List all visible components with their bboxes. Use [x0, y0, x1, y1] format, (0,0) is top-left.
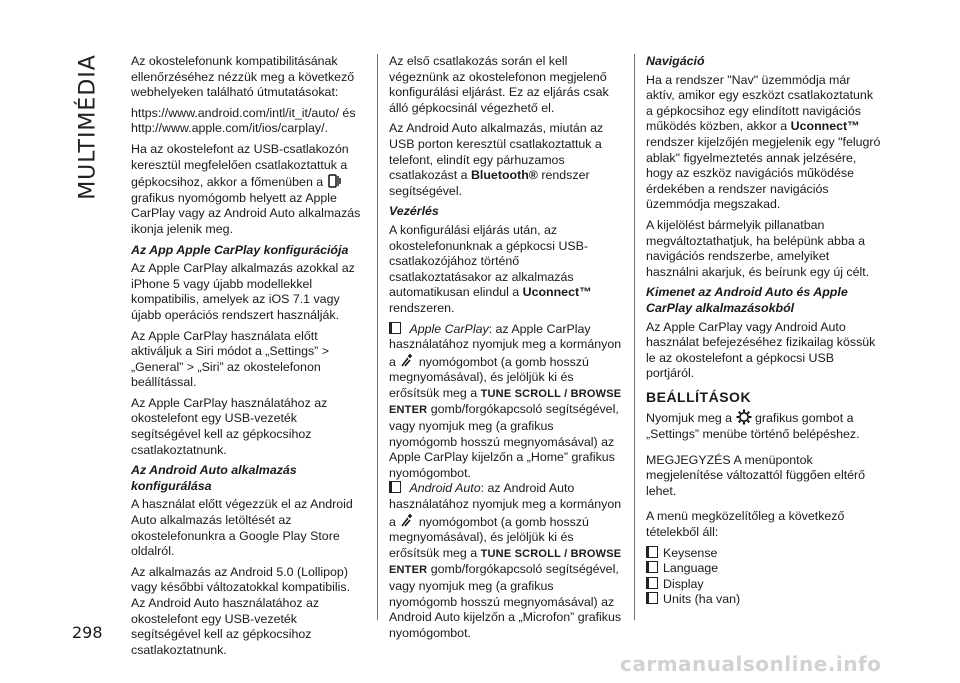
- subheading: Navigáció: [646, 54, 705, 68]
- list-item: Apple CarPlay: az Apple CarPlay használatához nyomjuk meg a kormányon a nyomógombot (a gomb hosszú megnyomásával), és jelöljük ki és erősítsük meg a TUNE SCROLL / BROWSE ENTER gomb/forgókapcsoló segítségével, vagy nyomjuk meg (a grafikus nyomógomb hosszú megnyomásával) az Apple CarPlay kijelzőn a „Home” grafikus nyomógombot.: [389, 322, 625, 482]
- page-number: 298: [72, 623, 103, 642]
- paragraph: Ha az okostelefont az USB-csatlakozón keresztül megfelelően csatlakoztattuk a gépkocsihoz, akkor a főmenüben a grafikus nyomógomb helyett az Apple CarPlay vagy az Android Auto alkalmazás ikonja jelenik meg.: [131, 141, 361, 236]
- gear-icon: [736, 409, 752, 425]
- column-divider: [634, 54, 635, 620]
- paragraph: Nyomjuk meg a grafikus gombot a „Settings” menübe történő belépéshez.: [646, 411, 860, 442]
- paragraph: https://www.android.com/intl/it_it/auto/ és http://www.apple.com/it/ios/carplay/.: [131, 105, 356, 136]
- section-heading: BEÁLLÍTÁSOK: [646, 388, 752, 405]
- paragraph: Az Apple CarPlay használata előtt aktiváljuk a Siri módot a „Settings” > „General” > „Siri” az okostelefonon beállítással.: [131, 328, 329, 390]
- column-3: [646, 54, 882, 608]
- list-item: Keysense: [646, 546, 882, 562]
- phone-projection-icon: [327, 173, 343, 189]
- paragraph: Az Apple CarPlay használatához az okostelefont egy USB-vezeték segítségével kell az gépkocsihoz csatlakoztatnunk.: [131, 395, 328, 457]
- paragraph: A használat előtt végezzük el az Android Auto alkalmazás letöltését az okostelefonunkra a Google Play Store oldalról.: [131, 497, 353, 559]
- voice-command-icon: [399, 353, 415, 369]
- paragraph: Az Android Auto alkalmazás, miután az USB porton keresztül csatlakoztattuk a telefont, elindít egy párhuzamos csatlakozást a Bluetooth® rendszer segítségével.: [389, 121, 604, 198]
- paragraph: Az alkalmazás az Android 5.0 (Lollipop) vagy későbbi változatokkal kompatibilis.: [131, 564, 351, 595]
- subheading: Kimenet az Android Auto és Apple CarPlay alkalmazásokból: [646, 285, 848, 315]
- paragraph: Az okostelefonunk kompatibilitásának ellenőrzéséhez nézzük meg a következő webhelyeken található útmutatásokat:: [131, 54, 355, 100]
- list-item: Display: [646, 577, 882, 593]
- column-1: [131, 54, 369, 663]
- note: MEGJEGYZÉS A menüpontok megjelenítése változattól függően eltérő lehet.: [646, 452, 866, 498]
- column-divider: [377, 54, 378, 620]
- section-title: MULTIMÉDIA: [75, 54, 101, 200]
- paragraph: A menü megközelítőleg a következő tételekből áll:: [646, 509, 845, 540]
- column-2: [389, 54, 625, 641]
- paragraph: A konfigurálási eljárás után, az okostelefonunknak a gépkocsi USB-csatlakozójához történő csatlakoztatásakor az alkalmazás automatikusan elindul a Uconnect™ rendszeren.: [389, 222, 592, 315]
- paragraph: Az Apple CarPlay vagy Android Auto használat befejezéséhez fizikailag kössük le az okostelefont a gépkocsi USB portjáról.: [646, 319, 876, 381]
- list-item: Units (ha van): [646, 592, 882, 608]
- paragraph: Az Android Auto használatához az okostelefont egy USB-vezeték segítségével kell az gépkocsihoz csatlakoztatnunk.: [131, 596, 320, 657]
- subheading: Az App Apple CarPlay konfigurációja: [131, 242, 349, 257]
- watermark: carmanualsonline.info: [620, 652, 882, 676]
- paragraph: Az első csatlakozás során el kell végeznünk az okostelefonon megjelenő konfigurálási eljárást. Ez az eljárás csak álló gépkocsinál végezhető el.: [389, 54, 609, 115]
- list-item: Android Auto: az Android Auto használatához nyomjuk meg a kormányon a nyomógombot (a gomb hosszú megnyomásával), és jelöljük ki és erősítsük meg a TUNE SCROLL / BROWSE ENTER gomb/forgókapcsoló segítségével, vagy nyomjuk meg (a grafikus nyomógomb hosszú megnyomásával) az Android Auto kijelzőn a „Microfon” grafikus nyomógombot.: [389, 481, 625, 641]
- paragraph: Az Apple CarPlay alkalmazás azokkal az iPhone 5 vagy újabb modellekkel kompatibilis, amelyek az iOS 7.1 vagy újabb operációs rendszert használják.: [131, 261, 355, 322]
- voice-command-icon: [399, 513, 415, 529]
- subheading: Az Android Auto alkalmazás konfigurálása: [131, 463, 297, 493]
- list-item: Language: [646, 561, 882, 577]
- paragraph: A kijelölést bármelyik pillanatban megváltoztathatjuk, ha belépünk abba a navigációs rendszerbe, amelyiket használni akarjuk, és beírunk egy új célt.: [646, 217, 870, 279]
- subheading: Vezérlés: [389, 204, 439, 219]
- paragraph: Ha a rendszer "Nav" üzemmódja már aktív, amikor egy eszközt csatlakoztatunk a gépkocsihoz egy elindított navigációs működés közben, akkor a Uconnect™ rendszer kijelzőjén megjelenik egy "felugró ablak" figyelmeztetés annak jelzésére, hogy az eszköz navigációs működése érdekében a rendszer navigációs üzemmódja megszakad.: [646, 72, 881, 212]
